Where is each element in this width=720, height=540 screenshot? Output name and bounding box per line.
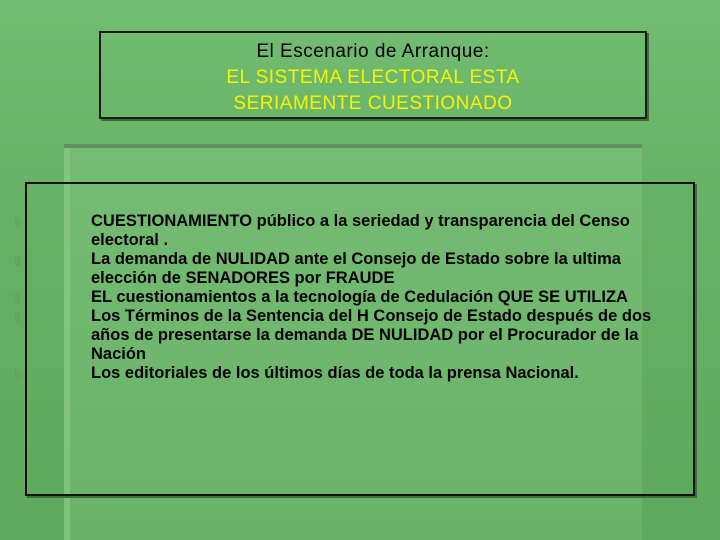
slide-subtitle-line-2: SERIAMENTE CUESTIONADO: [233, 93, 513, 114]
bullet-text: La demanda de NULIDAD ante el Consejo de Estado sobre la ultima elección de SENADORES por FRAUDE: [91, 250, 621, 287]
slide-title: El Escenario de Arranque:: [256, 41, 490, 62]
list-item: [14, 307, 704, 364]
decorative-rule: [64, 144, 642, 148]
list-item: [14, 288, 704, 307]
bullet-text: Los editoriales de los últimos días de toda la prensa Nacional.: [91, 364, 579, 382]
slide-subtitle-line-1: EL SISTEMA ELECTORAL ESTA: [226, 67, 520, 88]
list-item: [14, 364, 704, 383]
bullet-marker-icon: §: [14, 215, 21, 229]
bullet-list: [14, 212, 704, 383]
bullet-text: CUESTIONAMIENTO público a la seriedad y transparencia del Censo electoral .: [91, 212, 630, 249]
bullet-marker-icon: §: [14, 291, 21, 305]
bullet-text: EL cuestionamientos a la tecnología de Cedulación QUE SE UTILIZA: [91, 288, 628, 306]
bullet-marker-icon: §: [14, 367, 21, 381]
list-item: [14, 212, 704, 250]
bullet-marker-icon: §: [14, 253, 21, 267]
list-item: [14, 250, 704, 288]
bullet-text: Los Términos de la Sentencia del H Consejo de Estado después de dos años de presentarse la demanda DE NULIDAD por el Procurador de la Nación: [91, 307, 652, 363]
bullet-marker-icon: §: [14, 310, 21, 324]
slide-title-box: [99, 31, 647, 119]
